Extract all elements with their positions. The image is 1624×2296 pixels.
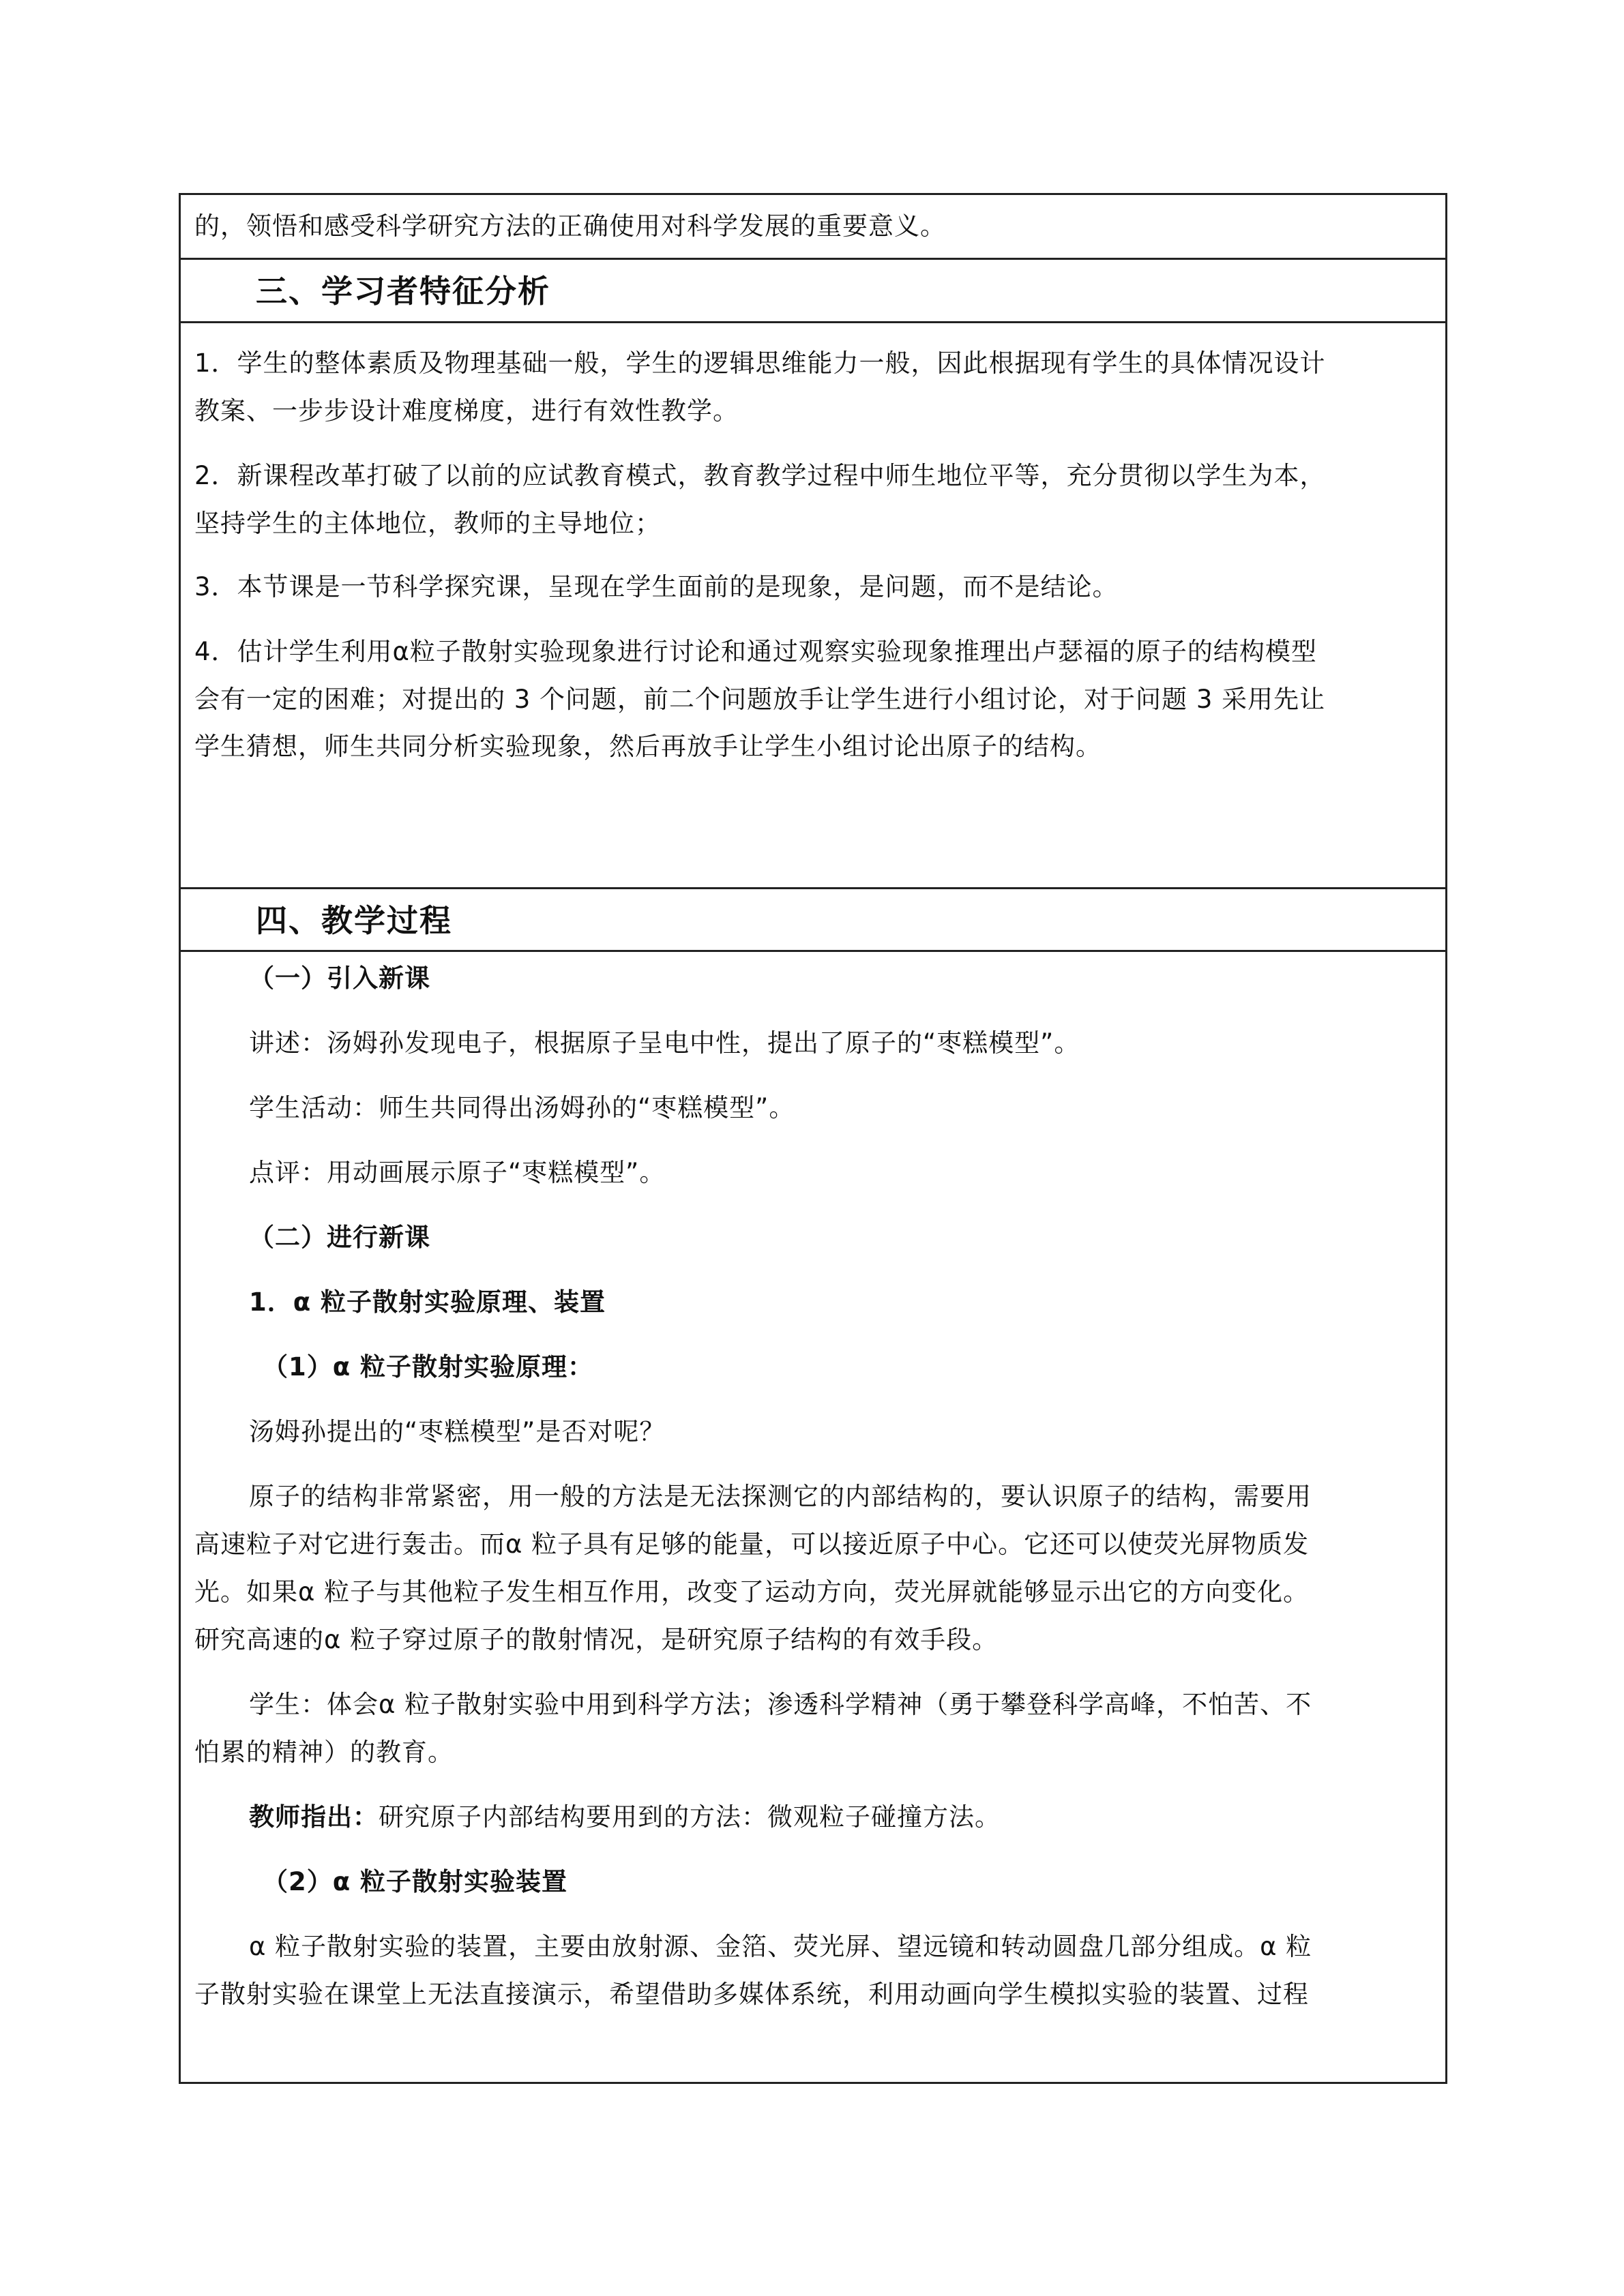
part1-line: 点评：用动画展示原子“枣糕模型”。 (249, 1158, 666, 1187)
item1-title: 1．α 粒子散射实验原理、装置 (249, 1287, 606, 1317)
row-section3-content (181, 323, 1445, 889)
part1-title: （一）引入新课 (249, 964, 430, 993)
continuation-text: 的，领悟和感受科学研究方法的正确使用对科学发展的重要意义。 (194, 211, 946, 241)
section4-title: 四、教学过程 (256, 902, 452, 939)
section3-line: 坚持学生的主体地位，教师的主导地位； (194, 509, 661, 538)
lesson-plan-table (179, 193, 1447, 2084)
section3-line: 1．学生的整体素质及物理基础一般，学生的逻辑思维能力一般，因此根据现有学生的具体情况设计 (194, 348, 1326, 378)
row-continuation (181, 195, 1445, 260)
section3-line: 会有一定的困难；对提出的 3 个问题，前二个问题放手让学生进行小组讨论，对于问题 3 采用先让 (194, 685, 1326, 714)
section3-line: 教案、一步步设计难度梯度，进行有效性教学。 (194, 396, 739, 426)
part2-title: （二）进行新课 (249, 1223, 430, 1252)
section3-line: 2．新课程改革打破了以前的应试教育模式，教育教学过程中师生地位平等，充分贯彻以学生为本， (194, 461, 1326, 490)
sub1-line: 研究高速的α 粒子穿过原子的散射情况，是研究原子结构的有效手段。 (194, 1625, 999, 1654)
section3-title: 三、学习者特征分析 (256, 273, 550, 310)
sub1-line: 汤姆孙提出的“枣糕模型”是否对呢？ (249, 1417, 666, 1446)
sub1-line: 高速粒子对它进行轰击。而α 粒子具有足够的能量，可以接近原子中心。它还可以使荧光屏物质发 (194, 1530, 1310, 1559)
sub2-line: α 粒子散射实验的装置，主要由放射源、金箔、荧光屏、望远镜和转动圆盘几部分组成。α 粒 (249, 1932, 1312, 1961)
row-section4-heading (181, 889, 1445, 952)
sub1-line: 学生：体会α 粒子散射实验中用到科学方法；渗透科学精神（勇于攀登科学高峰，不怕苦、不 (249, 1690, 1312, 1719)
sub1-title: （1）α 粒子散射实验原理： (263, 1352, 594, 1382)
section3-line: 学生猜想，师生共同分析实验现象，然后再放手让学生小组讨论出原子的结构。 (194, 732, 1102, 761)
section3-line: 4．估计学生利用α粒子散射实验现象进行讨论和通过观察实验现象推理出卢瑟福的原子的结构模型 (194, 637, 1317, 666)
sub1-line: 光。如果α 粒子与其他粒子发生相互作用，改变了运动方向，荧光屏就能够显示出它的方向变化。 (194, 1577, 1310, 1607)
sub1-line: 原子的结构非常紧密，用一般的方法是无法探测它的内部结构的，要认识原子的结构，需要用 (249, 1482, 1312, 1511)
sub2-line: 子散射实验在课堂上无法直接演示，希望借助多媒体系统，利用动画向学生模拟实验的装置、过程 (194, 1980, 1309, 2009)
part1-line: 讲述：汤姆孙发现电子，根据原子呈电中性，提出了原子的“枣糕模型”。 (249, 1028, 1080, 1058)
row-section3-heading (181, 260, 1445, 323)
teacher-label: 教师指出： (249, 1802, 379, 1832)
sub2-title: （2）α 粒子散射实验装置 (263, 1867, 568, 1896)
part1-line: 学生活动：师生共同得出汤姆孙的“枣糕模型”。 (249, 1093, 795, 1122)
row-section4-content (181, 952, 1445, 2084)
teacher-note (249, 1801, 1001, 1834)
teacher-text: 研究原子内部结构要用到的方法：微观粒子碰撞方法。 (379, 1802, 1001, 1832)
sub1-line: 怕累的精神）的教育。 (194, 1738, 454, 1767)
section3-line: 3．本节课是一节科学探究课，呈现在学生面前的是现象，是问题，而不是结论。 (194, 572, 1119, 601)
